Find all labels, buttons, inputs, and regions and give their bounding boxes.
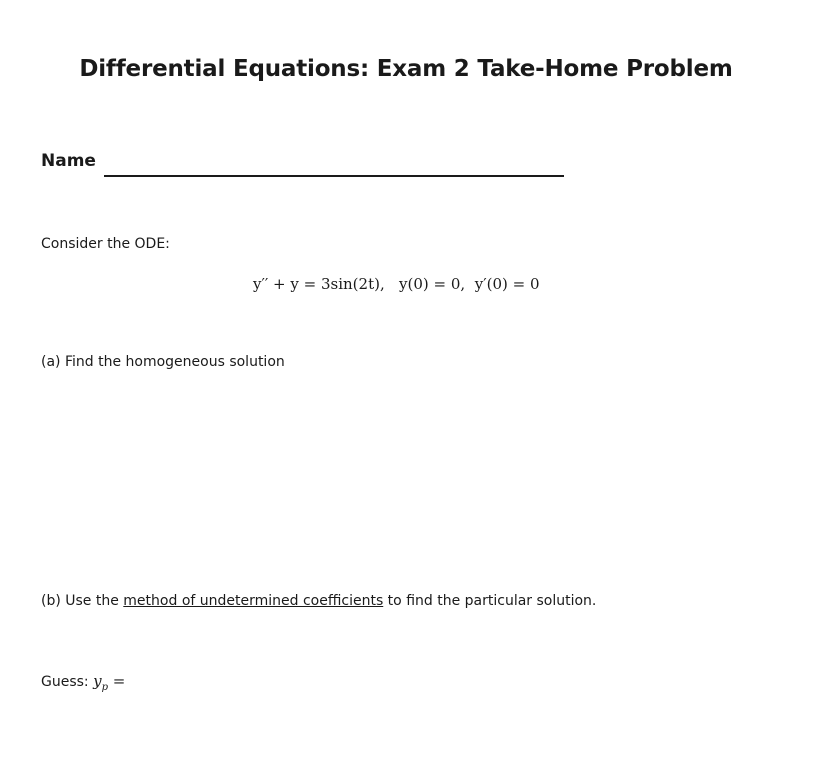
part-b-text bbox=[41, 593, 596, 609]
ode-lhs: y′′ + y = 3sin(2t), bbox=[253, 275, 385, 293]
guess-subscript: p bbox=[101, 682, 108, 693]
ode-equation bbox=[253, 275, 540, 293]
part-a-text: (a) Find the homogeneous solution bbox=[41, 354, 285, 370]
guess-math bbox=[93, 672, 126, 693]
ode-initial-condition-1: y(0) = 0, bbox=[399, 275, 466, 293]
ode-initial-condition-2: y′(0) = 0 bbox=[474, 275, 540, 293]
method-link[interactable]: method of undetermined coefficients bbox=[123, 593, 384, 609]
guess-variable: y bbox=[93, 672, 102, 690]
part-b-suffix: to find the particular solution. bbox=[383, 593, 597, 609]
name-field-row bbox=[41, 150, 601, 178]
intro-text: Consider the ODE: bbox=[41, 236, 170, 252]
guess-equals: = bbox=[107, 672, 126, 690]
guess-label: Guess: bbox=[41, 674, 94, 690]
name-blank-line bbox=[104, 175, 564, 177]
document-title: Differential Equations: Exam 2 Take-Home Problem bbox=[79, 56, 733, 82]
name-label: Name bbox=[41, 151, 96, 171]
guess-line bbox=[41, 672, 125, 693]
part-b-prefix: (b) Use the bbox=[41, 593, 124, 609]
